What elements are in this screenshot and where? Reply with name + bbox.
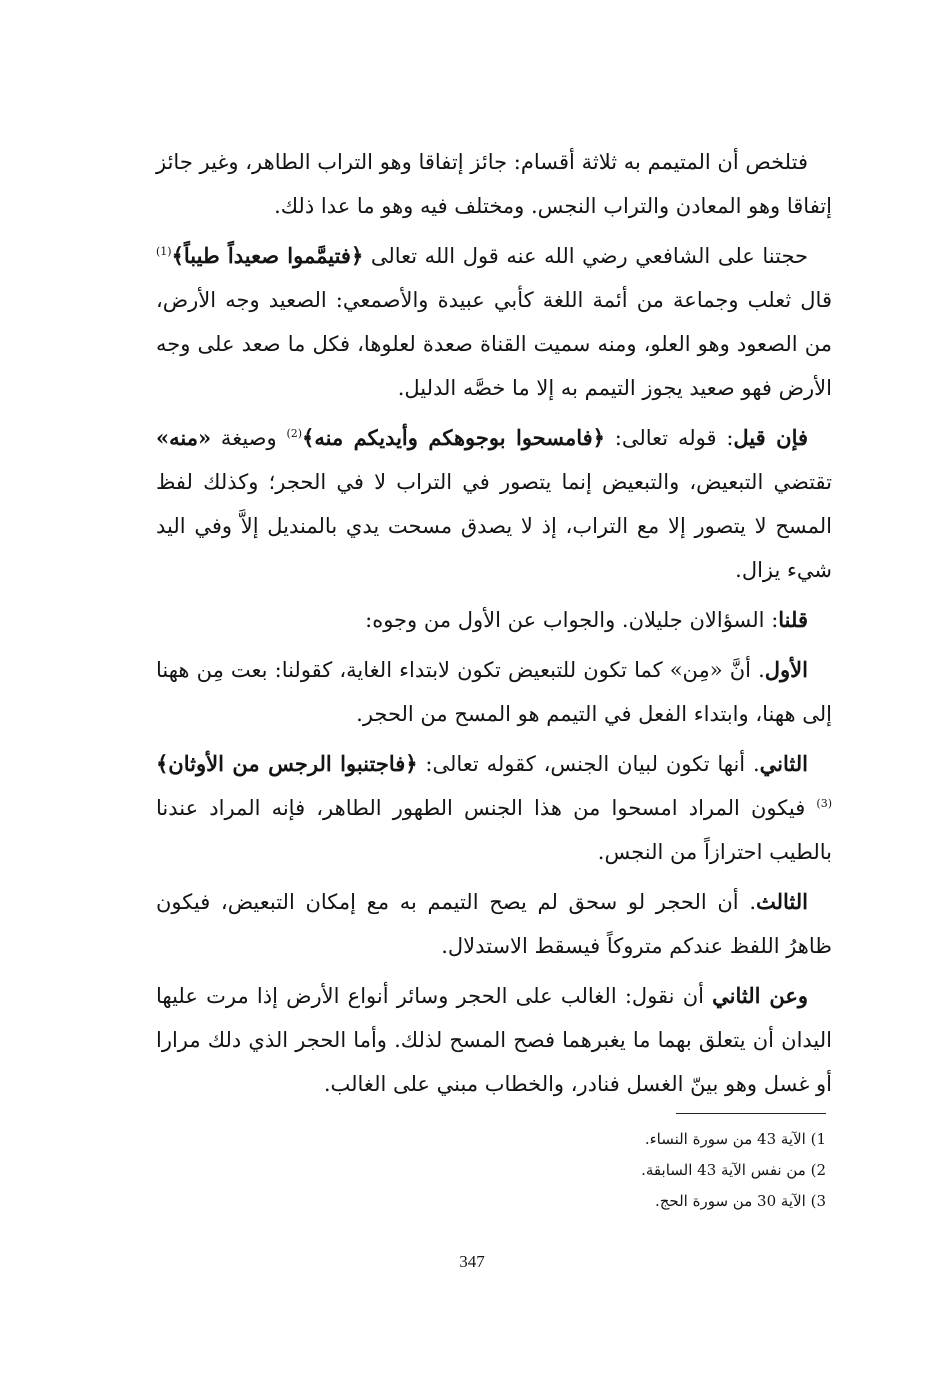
footnote-1: 1) الآية 43 من سورة النساء. <box>644 1130 826 1148</box>
paragraph-lead: فإن قيل <box>733 425 808 450</box>
footnote-3: 3) الآية 30 من سورة الحج. <box>654 1192 826 1210</box>
paragraph-text: : السؤالان جليلان. والجواب عن الأول من وجوه: <box>365 608 779 632</box>
main-text <box>156 140 832 1112</box>
paragraph-lead: قلنا <box>778 607 808 632</box>
paragraph <box>156 140 832 228</box>
paragraph-text: فتلخص أن المتيمم به ثلاثة أقسام: جائز إتفاقا وهو التراب الطاهر، وغير جائز إتفاقا وهو المعادن والتراب النجس. ومختلف فيه وهو ما عدا ذلك. <box>156 150 832 218</box>
quran-quote: ﴿فتيمَّموا صعيداً طيباً﴾ <box>171 243 364 268</box>
paragraph <box>156 880 832 968</box>
paragraph-lead: الثاني <box>759 751 808 776</box>
paragraph-lead: الأول <box>764 657 808 682</box>
footnote-ref: (3) <box>816 797 832 810</box>
paragraph <box>156 598 832 642</box>
paragraph <box>156 416 832 592</box>
paragraph <box>156 974 832 1106</box>
paragraph-text: تقتضي التبعيض، والتبعيض إنما يتصور في التراب لا في الحجر؛ وكذلك لفظ المسح لا يتصور إلا مع التراب، إذ لا يصدق مسحت يدي بالمنديل إلاَّ وفي اليد شيء يزال. <box>156 470 832 582</box>
paragraph-text: وصيغة <box>211 426 287 450</box>
quran-quote: «منه» <box>156 425 212 450</box>
paragraph-text: . أنَّ «مِن» كما تكون للتبعيض تكون لابتداء الغاية، كقولنا: بعت مِن ههنا إلى ههنا، وابتداء الفعل في التيمم هو المسح من الحجر. <box>156 658 832 726</box>
quran-quote: ﴿فاجتنبوا الرجس من الأوثان﴾ <box>156 751 418 776</box>
paragraph-text: قال ثعلب وجماعة من أئمة اللغة كأبي عبيدة والأصمعي: الصعيد وجه الأرض، من الصعود وهو العلو، ومنه سميت القناة صعدة لعلوها، فكل ما صعد على وجه الأرض فهو صعيد يجوز التيمم به إلا ما خصَّه الدليل. <box>156 288 832 400</box>
paragraph <box>156 648 832 736</box>
footnotes <box>156 1124 826 1217</box>
paragraph-text: حجتنا على الشافعي رضي الله عنه قول الله تعالى <box>363 244 808 268</box>
paragraph-text: أن نقول: الغالب على الحجر وسائر أنواع الأرض إذا مرت عليها اليدان أن يتعلق بهما ما يغبرهما فصح المسح لذلك. وأما الحجر الذي دلك مرارا أو غسل وهو بينّ الغسل فنادر، والخطاب مبني على الغالب. <box>156 984 832 1096</box>
paragraph-text: : قوله تعالى: <box>604 426 734 450</box>
footnote-divider <box>676 1113 826 1114</box>
page-number: 347 <box>459 1252 485 1271</box>
footnote-2: 2) من نفس الآية 43 السابقة. <box>641 1161 826 1179</box>
paragraph-text: . أنها تكون لبيان الجنس، كقوله تعالى: <box>417 752 760 776</box>
paragraph <box>156 742 832 874</box>
quran-quote: ﴿فامسحوا بوجوهكم وأيديكم منه﴾ <box>302 425 605 450</box>
paragraph-text: . أن الحجر لو سحق لم يصح التيمم به مع إمكان التبعيض، فيكون ظاهرُ اللفظ عندكم متروكاً فيسقط الاستدلال. <box>156 890 832 958</box>
footnote-ref: (1) <box>156 245 172 258</box>
paragraph-lead: وعن الثاني <box>712 983 808 1008</box>
paragraph-lead: الثالث <box>756 889 808 914</box>
footnote-ref: (2) <box>286 427 303 440</box>
paragraph <box>156 234 832 410</box>
paragraph-text: فيكون المراد امسحوا من هذا الجنس الطهور الطاهر، فإنه المراد عندنا بالطيب احترازاً من النجس. <box>156 796 832 864</box>
